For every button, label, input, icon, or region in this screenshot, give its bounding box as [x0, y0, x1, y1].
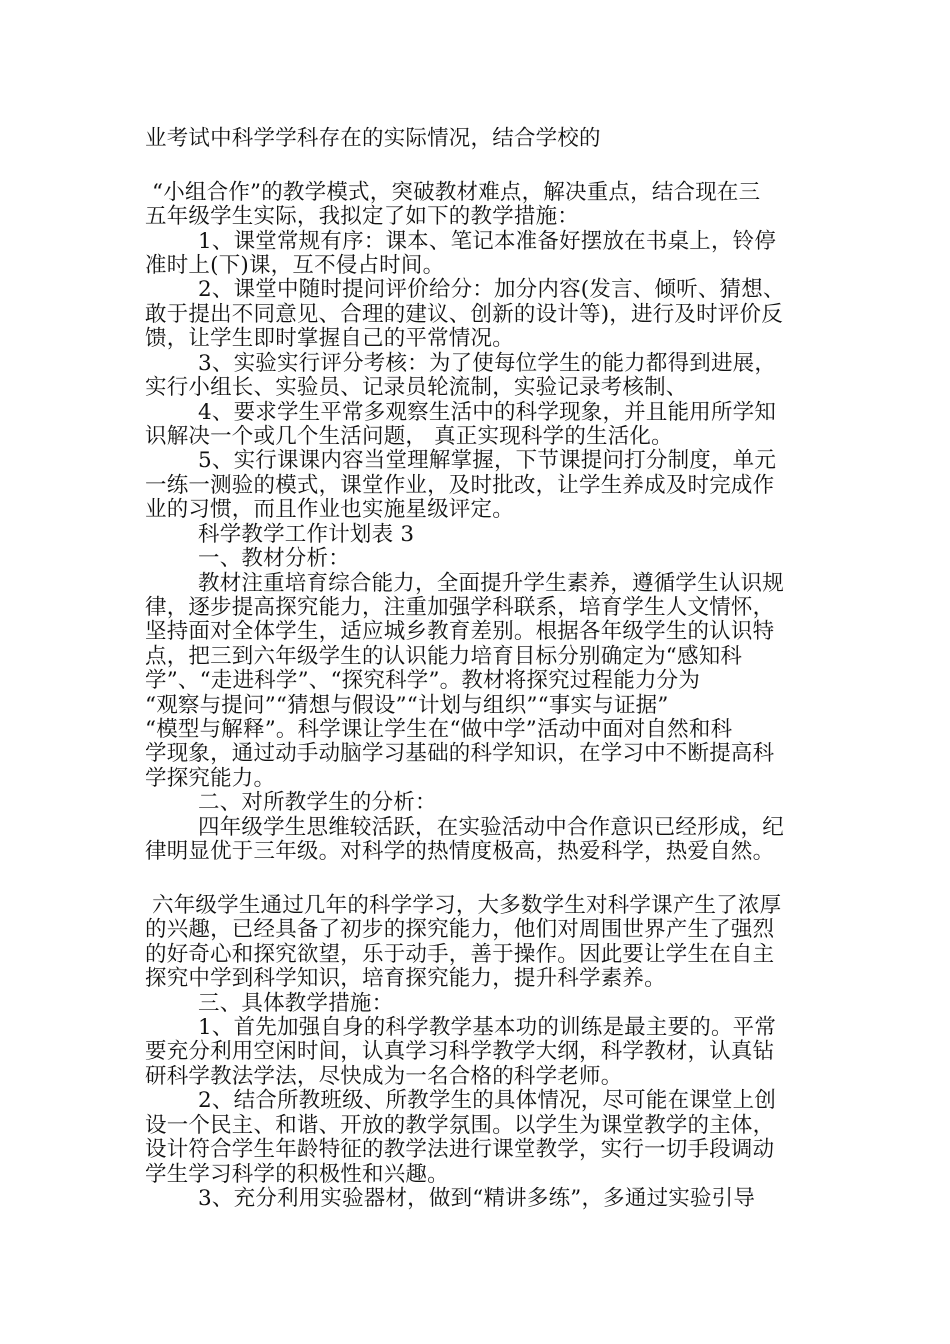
text-line: 馈，让学生即时掌握自己的平常情况。 — [145, 326, 514, 351]
text-line: 研科学教法学法，尽快成为一名合格的科学老师。 — [145, 1064, 623, 1089]
text-line: 一练一测验的模式，课堂作业，及时批改，让学生养成及时完成作 — [145, 473, 775, 498]
text-line: 业的习惯，而且作业也实施星级评定。 — [145, 497, 514, 522]
text-line: 点，把三到六年级学生的认识能力培育目标分别确定为“感知科 — [145, 644, 743, 669]
text-line: 坚持面对全体学生，适应城乡教育差别。根据各年级学生的认识特 — [145, 619, 775, 644]
text-line: 业考试中科学学科存在的实际情况，结合学校的 — [145, 126, 601, 151]
text-line: 的好奇心和探究欲望，乐于动手，善于操作。因此要让学生在自主 — [145, 942, 775, 967]
text-line: 四年级学生思维较活跃，在实验活动中合作意识已经形成，纪 — [198, 815, 784, 840]
text-line: 1、首先加强自身的科学教学基本功的训练是最主要的。平常 — [198, 1015, 777, 1040]
text-line: 律，逐步提高探究能力，注重加强学科联系，培育学生人文情怀， — [145, 595, 775, 620]
text-line: 2、结合所教班级、所教学生的具体情况，尽可能在课堂上创 — [198, 1088, 777, 1113]
text-line: “观察与提问”“猜想与假设”“计划与组织”“事实与证据” — [145, 693, 669, 718]
text-line: 探究中学到科学知识，培育探究能力，提升科学素养。 — [145, 966, 666, 991]
text-line: 敢于提出不同意见、合理的建议、创新的设计等)，进行及时评价反 — [145, 302, 783, 327]
text-line: 律明显优于三年级。对科学的热情度极高，热爱科学，热爱自然。 — [145, 839, 775, 864]
text-line: 教材注重培育综合能力，全面提升学生素养，遵循学生认识规 — [198, 571, 784, 596]
text-line: 六年级学生通过几年的科学学习，大多数学生对科学课产生了浓厚 — [145, 893, 782, 918]
text-line: 的兴趣，已经具备了初步的探究能力，他们对周围世界产生了强烈 — [145, 917, 775, 942]
text-line: 准时上(下)课，互不侵占时间。 — [145, 253, 445, 278]
section-heading: 一、教材分析： — [198, 546, 350, 571]
text-line: 5、实行课课内容当堂理解掌握，下节课提问打分制度，单元 — [198, 448, 777, 473]
text-line: 识解决一个或几个生活问题， 真正实现科学的生活化。 — [145, 424, 673, 449]
section-heading: 二、对所教学生的分析： — [198, 790, 437, 815]
text-line: 4、要求学生平常多观察生活中的科学现象，并且能用所学知 — [198, 400, 777, 425]
section-heading: 三、具体教学措施： — [198, 991, 394, 1016]
text-line: 要充分利用空闲时间，认真学习科学教学大纲，科学教材，认真钻 — [145, 1039, 775, 1064]
text-line: “模型与解释”。科学课让学生在“做中学”活动中面对自然和科 — [145, 717, 733, 742]
text-line: 设一个民主、和谐、开放的教学氛围。以学生为课堂教学的主体， — [145, 1113, 775, 1138]
text-line: 实行小组长、实验员、记录员轮流制，实验记录考核制、 — [145, 375, 688, 400]
text-line: 1、课堂常规有序：课本、笔记本准备好摆放在书桌上，铃停 — [198, 229, 777, 254]
text-line: 五年级学生实际，我拟定了如下的教学措施： — [145, 204, 580, 229]
text-line: 2、课堂中随时提问评价给分：加分内容(发言、倾听、猜想、 — [198, 277, 785, 302]
text-line: 3、实验实行评分考核：为了使每位学生的能力都得到进展， — [198, 351, 777, 376]
text-line: 学”、“走进科学”、“探究科学”。教材将探究过程能力分为 — [145, 668, 701, 693]
section-heading: 科学教学工作计划表 3 — [198, 522, 415, 547]
text-line: 学现象，通过动手动脑学习基础的科学知识，在学习中不断提高科 — [145, 741, 775, 766]
text-line: 学生学习科学的积极性和兴趣。 — [145, 1162, 449, 1187]
text-line: 学探究能力。 — [145, 766, 276, 791]
text-line: “小组合作”的教学模式，突破教材难点，解决重点，结合现在三 — [145, 180, 761, 205]
text-line: 3、充分利用实验器材，做到“精讲多练”，多通过实验引导 — [198, 1186, 756, 1211]
text-line: 设计符合学生年龄特征的教学法进行课堂教学，实行一切手段调动 — [145, 1137, 775, 1162]
